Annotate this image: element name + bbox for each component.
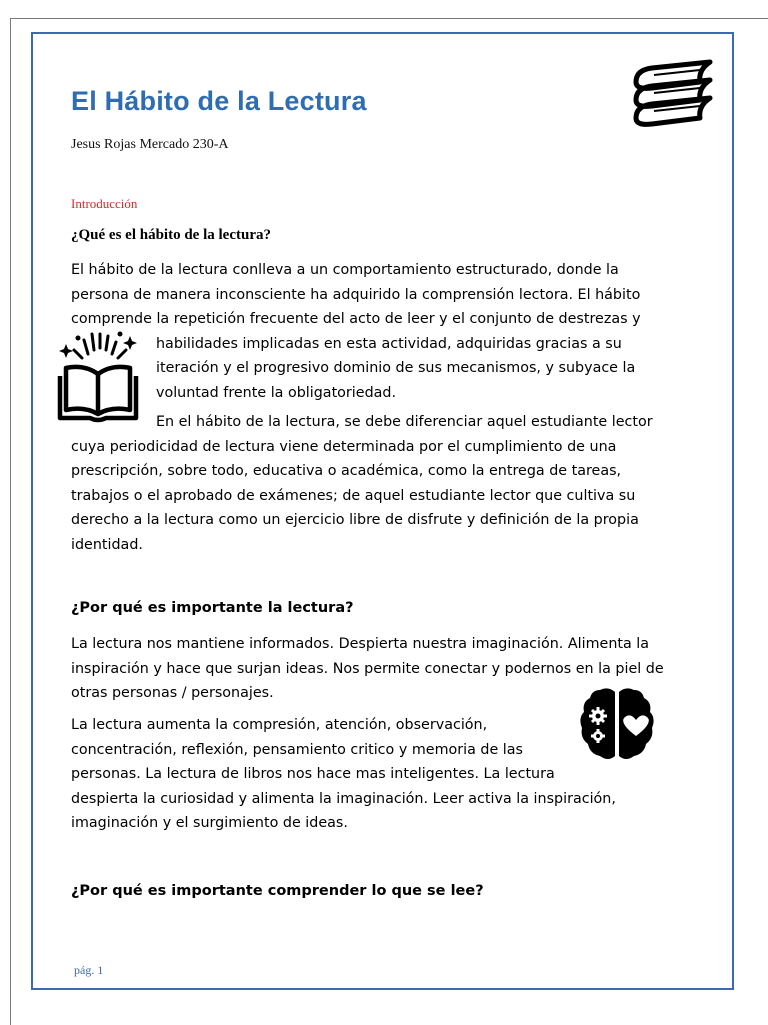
text-line: iteración y el progresivo dominio de sus mecanismos, y subyace la <box>156 360 636 376</box>
intro-label: Introducción <box>71 196 138 211</box>
text-line: trabajos o el aprobado de exámenes; de aquel estudiante lector que cultiva su <box>71 487 636 504</box>
text-line: inspiración y hace que surjan ideas. Nos permite conectar y podernos en la piel de <box>71 660 664 677</box>
text-line: otras personas / personajes. <box>71 685 274 701</box>
author-line: Jesus Rojas Mercado 230-A <box>71 137 229 152</box>
text-line: identidad. <box>71 536 143 553</box>
text-line: voluntad frente la obligatoriedad. <box>156 384 397 401</box>
section2-heading: ¿Por qué es importante la lectura? <box>71 600 354 616</box>
text-line: imaginación y el surgimiento de ideas. <box>71 815 348 831</box>
section1-question: ¿Qué es el hábito de la lectura? <box>71 227 271 243</box>
book-stack-icon <box>630 56 716 136</box>
section1-paragraph1 <box>71 258 641 405</box>
text-line: derecho a la lectura como un ejercicio libre de disfrute y definición de la propia <box>71 512 639 528</box>
text-line: La lectura nos mantiene informados. Despierta nuestra imaginación. Alimenta la <box>71 636 650 652</box>
section2-paragraph1 <box>71 632 664 706</box>
text-line: concentración, reflexión, pensamiento critico y memoria de las <box>71 741 523 758</box>
section3-heading: ¿Por qué es importante comprender lo que se lee? <box>71 883 484 899</box>
text-line: despierta la curiosidad y alimenta la imaginación. Leer activa la inspiración, <box>71 790 616 807</box>
section1-paragraph2 <box>71 410 653 557</box>
text-line: La lectura aumenta la compresión, atención, observación, <box>71 717 488 733</box>
text-line: prescripción, sobre todo, educativa o académica, como la entrega de tareas, <box>71 463 622 479</box>
text-line: comprende la repetición frecuente del acto de leer y el conjunto de destrezas y <box>71 311 641 327</box>
document-title: El Hábito de la Lectura <box>71 86 367 116</box>
text-line: habilidades implicadas en esta actividad, adquiridas gracias a su <box>156 335 622 352</box>
text-line: cuya periodicidad de lectura viene determinada por el cumplimiento de una <box>71 438 617 455</box>
text-line: persona de manera inconsciente ha adquirido la comprensión lectora. El hábito <box>71 286 641 303</box>
page-number: pág. 1 <box>74 963 104 977</box>
section2-paragraph2 <box>71 713 616 836</box>
text-line: personas. La lectura de libros nos hace mas inteligentes. La lectura <box>71 766 555 782</box>
text-line: En el hábito de la lectura, se debe diferenciar aquel estudiante lector <box>156 414 653 430</box>
text-line: El hábito de la lectura conlleva a un comportamiento estructurado, donde la <box>71 262 619 278</box>
